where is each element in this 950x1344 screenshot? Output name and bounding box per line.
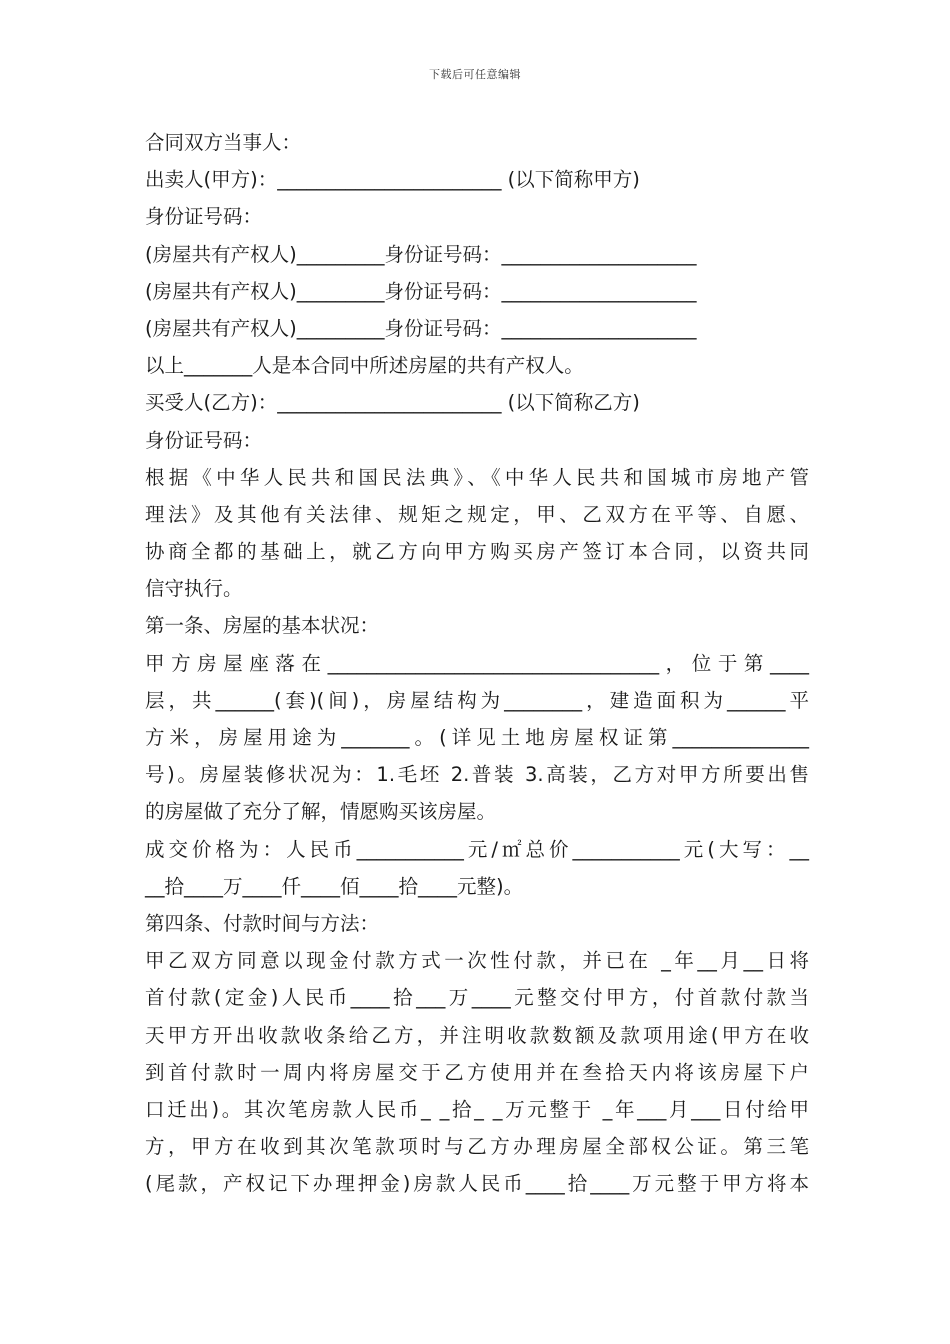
text-line: 首付款(定金)人民币____拾___万____元整交付甲方，付首款付款当 <box>145 986 809 1010</box>
text-line: 方，甲方在收到其次笔款项时与乙方办理房屋全部权公证。第三笔 <box>145 1135 809 1159</box>
text-line: 方米，房屋用途为_______。(详见土地房屋权证第______________ <box>145 726 809 749</box>
text-line: 以上_______人是本合同中所述房屋的共有产权人。 <box>145 354 584 378</box>
text-line: (房屋共有产权人)_________身份证号码：____________________ <box>145 242 697 266</box>
text-line: 的房屋做了充分了解，情愿购买该房屋。 <box>145 800 497 824</box>
text-line: (尾款，产权记下办理押金)房款人民币____拾____万元整于甲方将本 <box>145 1172 809 1196</box>
text-line: 买受人(乙方)：_______________________ (以下简称乙方) <box>145 391 640 415</box>
text-line: 第一条、房屋的基本状况： <box>145 614 380 638</box>
text-line: 层，共______(套)(间)，房屋结构为________，建造面积为______平 <box>145 688 809 712</box>
text-line: 身份证号码： <box>145 205 263 229</box>
page-header: 下载后可任意编辑 <box>429 68 521 81</box>
text-line: 天甲方开出收款收条给乙方，并注明收款数额及款项用途(甲方在收 <box>145 1023 809 1047</box>
text-line: (房屋共有产权人)_________身份证号码：____________________ <box>145 316 697 340</box>
text-line: 到首付款时一周内将房屋交于乙方使用并在叁拾天内将该房屋下户 <box>145 1060 809 1084</box>
text-line: 第四条、付款时间与方法： <box>145 911 380 935</box>
text-line: 信守执行。 <box>145 577 243 601</box>
text-line: 甲方房屋座落在__________________________________，位于第____ <box>145 651 809 675</box>
text-line: 根据《中华人民共和国民法典》、《中华人民共和国城市房地产管 <box>145 465 809 489</box>
text-line: 合同双方当事人： <box>145 131 302 154</box>
text-line: 协商全都的基础上，就乙方向甲方购买房产签订本合同，以资共同 <box>145 540 809 564</box>
text-line: 身份证号码： <box>145 428 263 452</box>
text-line: 号)。房屋装修状况为：1.毛坯 2.普装 3.高装，乙方对甲方所要出售 <box>145 763 809 787</box>
text-line: 理法》及其他有关法律、规矩之规定，甲、乙双方在平等、自愿、 <box>145 502 809 526</box>
text-line: 成交价格为：人民币___________元/㎡总价___________元(大写：__ <box>145 837 809 861</box>
text-line: 口迁出)。其次笔房款人民币_ _拾_ _万元整于 _年___月___日付给甲 <box>145 1097 809 1121</box>
text-line: __拾____万____仟____佰____拾____元整)。 <box>145 874 524 898</box>
text-line: 甲乙双方同意以现金付款方式一次性付款，并已在 _年__月__日将 <box>145 949 809 973</box>
contract-body <box>145 124 809 1202</box>
text-line: 出卖人(甲方)：_______________________ (以下简称甲方) <box>145 168 640 192</box>
text-line: (房屋共有产权人)_________身份证号码：____________________ <box>145 279 697 303</box>
